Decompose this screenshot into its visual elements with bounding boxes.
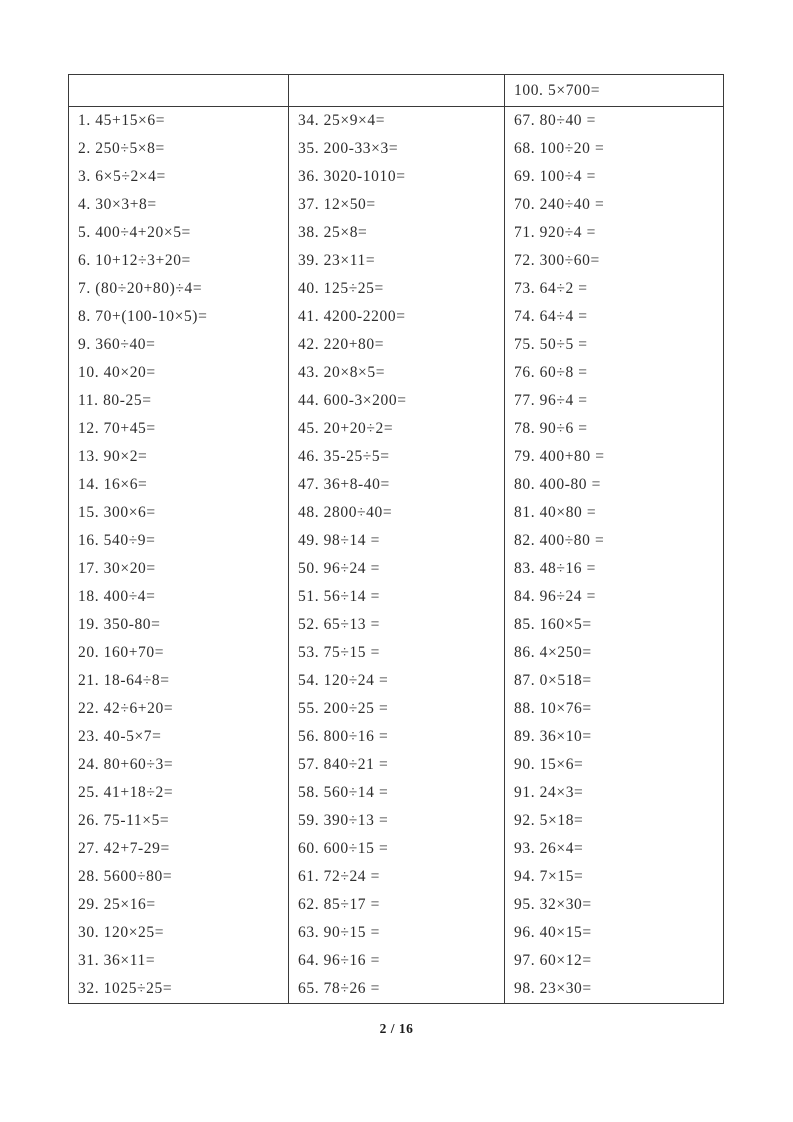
problem-item: 85. 160×5= — [514, 616, 592, 633]
problem-item: 23. 40-5×7= — [78, 728, 162, 745]
problem-item: 68. 100÷20 = — [514, 140, 605, 157]
problem-item: 60. 600÷15 = — [298, 840, 389, 857]
problem-item: 95. 32×30= — [514, 896, 592, 913]
problem-item: 39. 23×11= — [298, 252, 376, 269]
problem-item: 48. 2800÷40= — [298, 504, 393, 521]
problem-item: 17. 30×20= — [78, 560, 156, 577]
problem-item: 11. 80-25= — [78, 392, 152, 409]
problem-item: 44. 600-3×200= — [298, 392, 407, 409]
problem-item: 82. 400÷80 = — [514, 532, 605, 549]
problem-item: 54. 120÷24 = — [298, 672, 389, 689]
problem-item: 69. 100÷4 = — [514, 168, 596, 185]
problems-table — [68, 74, 724, 1004]
problem-item: 47. 36+8-40= — [298, 476, 390, 493]
problem-item: 26. 75-11×5= — [78, 812, 170, 829]
problem-item: 31. 36×11= — [78, 952, 156, 969]
problem-item: 20. 160+70= — [78, 644, 165, 661]
problem-item: 50. 96÷24 = — [298, 560, 380, 577]
problem-item: 88. 10×76= — [514, 700, 592, 717]
problem-item: 46. 35-25÷5= — [298, 448, 390, 465]
problem-item: 78. 90÷6 = — [514, 420, 588, 437]
problem-item: 3. 6×5÷2×4= — [78, 168, 166, 185]
problem-item: 15. 300×6= — [78, 504, 156, 521]
problem-item: 58. 560÷14 = — [298, 784, 389, 801]
problem-item: 38. 25×8= — [298, 224, 368, 241]
problem-item: 9. 360÷40= — [78, 336, 156, 353]
problem-item: 53. 75÷15 = — [298, 644, 380, 661]
problem-item: 98. 23×30= — [514, 980, 592, 997]
problem-item: 76. 60÷8 = — [514, 364, 588, 381]
problem-item: 80. 400-80 = — [514, 476, 601, 493]
problem-item: 67. 80÷40 = — [514, 112, 596, 129]
problem-item: 72. 300÷60= — [514, 252, 600, 269]
problem-item: 45. 20+20÷2= — [298, 420, 394, 437]
problem-item: 63. 90÷15 = — [298, 924, 380, 941]
problem-item: 83. 48÷16 = — [514, 560, 596, 577]
problem-item: 77. 96÷4 = — [514, 392, 588, 409]
problem-item: 12. 70+45= — [78, 420, 156, 437]
problem-item: 25. 41+18÷2= — [78, 784, 174, 801]
header-cell-problem-100: 100. 5×700= — [514, 82, 601, 99]
table-body-row — [69, 107, 723, 1003]
problem-item: 92. 5×18= — [514, 812, 584, 829]
problem-item: 35. 200-33×3= — [298, 140, 399, 157]
header-cell-1 — [69, 75, 289, 106]
problem-item: 37. 12×50= — [298, 196, 376, 213]
problem-item: 22. 42÷6+20= — [78, 700, 174, 717]
problem-item: 70. 240÷40 = — [514, 196, 605, 213]
problem-item: 51. 56÷14 = — [298, 588, 380, 605]
problem-item: 94. 7×15= — [514, 868, 584, 885]
problem-item: 2. 250÷5×8= — [78, 140, 165, 157]
problem-item: 24. 80+60÷3= — [78, 756, 174, 773]
problem-item: 18. 400÷4= — [78, 588, 156, 605]
problem-item: 28. 5600÷80= — [78, 868, 173, 885]
problem-item: 81. 40×80 = — [514, 504, 597, 521]
problem-item: 49. 98÷14 = — [298, 532, 380, 549]
problem-item: 42. 220+80= — [298, 336, 385, 353]
problem-item: 40. 125÷25= — [298, 280, 384, 297]
problem-item: 41. 4200-2200= — [298, 308, 406, 325]
table-header-row — [69, 75, 723, 107]
problem-item: 64. 96÷16 = — [298, 952, 380, 969]
problem-item: 91. 24×3= — [514, 784, 584, 801]
problem-item: 27. 42+7-29= — [78, 840, 170, 857]
problem-item: 73. 64÷2 = — [514, 280, 588, 297]
problem-item: 29. 25×16= — [78, 896, 156, 913]
page-number: 2 / 16 — [379, 1021, 414, 1036]
problem-item: 8. 70+(100-10×5)= — [78, 308, 208, 325]
problems-column-2 — [289, 107, 505, 1003]
problems-column-1 — [69, 107, 289, 1003]
problem-item: 93. 26×4= — [514, 840, 584, 857]
problem-item: 4. 30×3+8= — [78, 196, 157, 213]
problem-item: 84. 96÷24 = — [514, 588, 596, 605]
problem-item: 14. 16×6= — [78, 476, 148, 493]
problem-item: 13. 90×2= — [78, 448, 148, 465]
problem-item: 16. 540÷9= — [78, 532, 156, 549]
problem-item: 34. 25×9×4= — [298, 112, 386, 129]
header-cell-2 — [289, 75, 505, 106]
problem-item: 56. 800÷16 = — [298, 728, 389, 745]
problem-item: 79. 400+80 = — [514, 448, 605, 465]
problem-item: 65. 78÷26 = — [298, 980, 380, 997]
problem-item: 96. 40×15= — [514, 924, 592, 941]
problem-item: 52. 65÷13 = — [298, 616, 380, 633]
problem-item: 30. 120×25= — [78, 924, 165, 941]
problem-item: 75. 50÷5 = — [514, 336, 588, 353]
problem-item: 61. 72÷24 = — [298, 868, 380, 885]
problem-item: 1. 45+15×6= — [78, 112, 166, 129]
problem-item: 5. 400÷4+20×5= — [78, 224, 191, 241]
problem-item: 87. 0×518= — [514, 672, 592, 689]
problem-item: 62. 85÷17 = — [298, 896, 380, 913]
problem-item: 89. 36×10= — [514, 728, 592, 745]
problem-item: 36. 3020-1010= — [298, 168, 406, 185]
problem-item: 10. 40×20= — [78, 364, 156, 381]
problem-item: 59. 390÷13 = — [298, 812, 389, 829]
problem-item: 55. 200÷25 = — [298, 700, 389, 717]
problem-item: 97. 60×12= — [514, 952, 592, 969]
problem-item: 86. 4×250= — [514, 644, 592, 661]
problem-item: 43. 20×8×5= — [298, 364, 386, 381]
problems-column-3 — [505, 107, 723, 1003]
problem-item: 57. 840÷21 = — [298, 756, 389, 773]
problem-item: 7. (80÷20+80)÷4= — [78, 280, 203, 297]
problem-item: 21. 18-64÷8= — [78, 672, 170, 689]
problem-item: 74. 64÷4 = — [514, 308, 588, 325]
problem-item: 32. 1025÷25= — [78, 980, 173, 997]
problem-item: 90. 15×6= — [514, 756, 584, 773]
problem-item: 19. 350-80= — [78, 616, 161, 633]
problem-item: 71. 920÷4 = — [514, 224, 596, 241]
problem-item: 6. 10+12÷3+20= — [78, 252, 191, 269]
